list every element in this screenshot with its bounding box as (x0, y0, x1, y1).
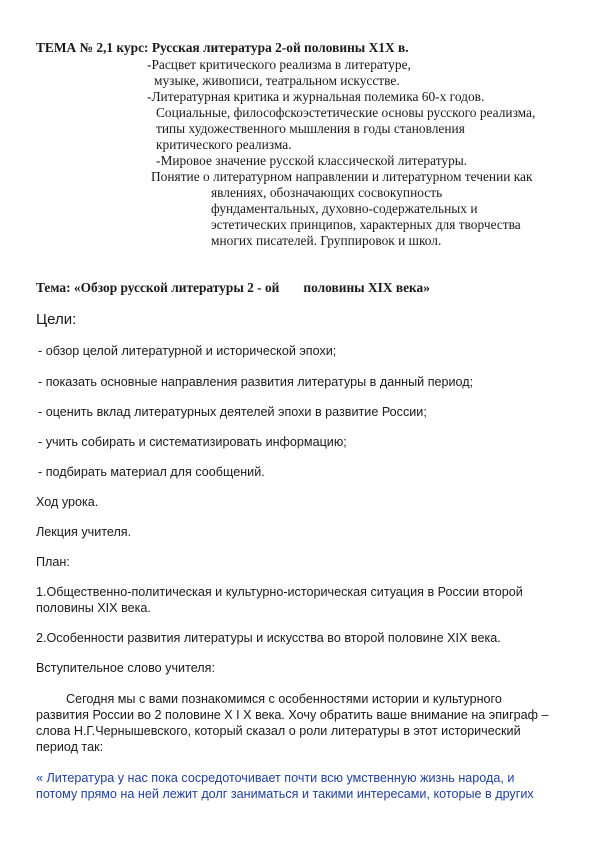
goal-item: - оценить вклад литературных деятелей эпохи в развитие России; (38, 405, 427, 419)
lesson-topic-suffix: половины ХIХ века» (303, 280, 430, 295)
outline-line: -Мировое значение русской классической литературы. (156, 153, 468, 168)
epigraph-quote-line: « Литература у нас пока сосредоточивает почти всю умственную жизнь народа, и (36, 771, 515, 785)
outline-line: критического реализма. (156, 137, 292, 152)
outline-line: -Расцвет критического реализма в литературе, (147, 57, 411, 72)
lesson-topic-prefix: Тема: «Обзор русской литературы 2 - ой (36, 280, 280, 295)
outline-line: музыке, живописи, театральном искусстве. (154, 73, 400, 88)
intro-paragraph-line: развития России во 2 половине Х I Х века. Хочу обратить ваше внимание на эпиграф – (36, 708, 549, 722)
outline-line: многих писателей. Группировок и школ. (211, 233, 442, 248)
course-label: Ход урока. (36, 495, 99, 509)
topic-heading: ТЕМА № 2,1 курс: Русская литература 2-ой половины Х1Х в. (36, 40, 409, 55)
goal-item: - обзор целой литературной и исторической эпохи; (38, 344, 337, 358)
outline-line: типы художественного мышления в годы становления (156, 121, 465, 136)
intro-paragraph-line: период так: (36, 740, 104, 754)
plan-label: План: (36, 555, 70, 569)
goal-item: - показать основные направления развития литературы в данный период; (38, 375, 474, 389)
outline-line: эстетических принципов, характерных для творчества (211, 217, 521, 232)
plan-item-2: 2.Особенности развития литературы и искусства во второй половине XIX века. (36, 631, 501, 645)
epigraph-quote-line: потому прямо на ней лежит долг заниматься и такими интересами, которые в других (36, 787, 534, 801)
outline-line: -Литературная критика и журнальная полемика 60-х годов. (147, 89, 485, 104)
goal-item: - подбирать материал для сообщений. (38, 465, 265, 479)
lecture-label: Лекция учителя. (36, 525, 132, 539)
outline-line: Понятие о литературном направлении и литературном течении как (151, 169, 533, 184)
intro-label: Вступительное слово учителя: (36, 661, 215, 675)
goal-item: - учить собирать и систематизировать информацию; (38, 435, 347, 449)
outline-line: явлениях, обозначающих сосвокупность (211, 185, 443, 200)
outline-line: фундаментальных, духовно-содержательных и (211, 201, 478, 216)
goals-label: Цели: (36, 311, 77, 328)
plan-item-1-cont: половины XIX века. (36, 601, 151, 615)
intro-paragraph-line: Сегодня мы с вами познакомимся с особенностями истории и культурного (66, 692, 502, 706)
intro-paragraph-line: слова Н.Г.Чернышевского, который сказал о роли литературы в этот исторический (36, 724, 521, 738)
outline-line: Социальные, философскоэстетические основы русского реализма, (156, 105, 536, 120)
plan-item-1: 1.Общественно-политическая и культурно-историческая ситуация в России второй (36, 585, 523, 599)
lesson-topic (36, 280, 430, 296)
